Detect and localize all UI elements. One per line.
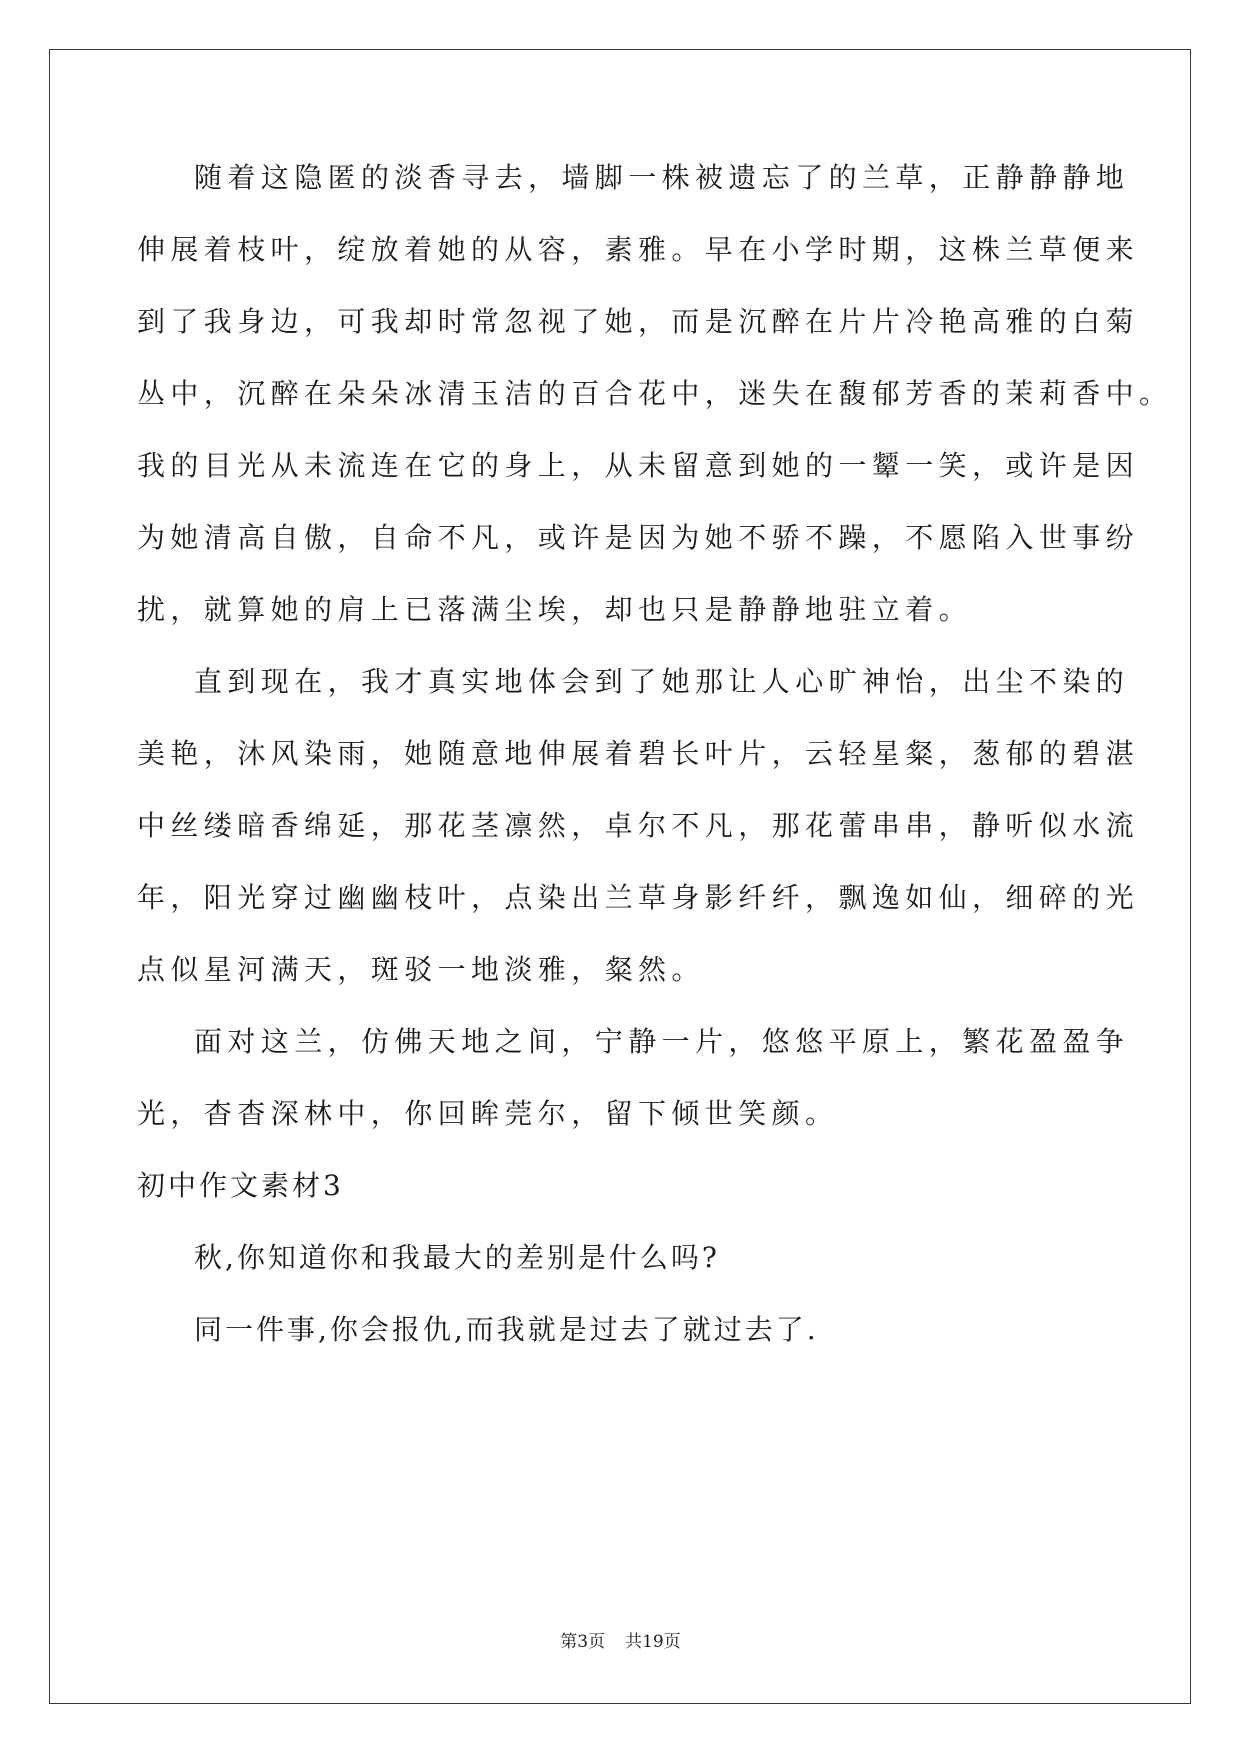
- text-line: 同一件事,你会报仇,而我就是过去了就过去了.: [194, 1313, 819, 1346]
- text-line: 年，阳光穿过幽幽枝叶，点染出兰草身影纤纤，飘逸如仙，细碎的光: [137, 881, 1140, 914]
- text-line: 美艳，沐风染雨，她随意地伸展着碧长叶片，云轻星粲，葱郁的碧湛: [137, 737, 1140, 770]
- text-line: 面对这兰，仿佛天地之间，宁静一片，悠悠平原上，繁花盈盈争: [194, 1025, 1130, 1058]
- text-line: 点似星河满天，斑驳一地淡雅，粲然。: [137, 953, 705, 986]
- page-footer: [0, 1630, 1241, 1654]
- text-line: 光，杳杳深林中，你回眸莞尔，留下倾世笑颜。: [137, 1097, 839, 1130]
- text-line: 随着这隐匿的淡香寻去，墙脚一株被遗忘了的兰草，正静静静地: [194, 161, 1130, 194]
- text-line: 秋,你知道你和我最大的差别是什么吗?: [194, 1241, 720, 1274]
- section-heading: 初中作文素材3: [137, 1169, 344, 1202]
- text-line: 直到现在，我才真实地体会到了她那让人心旷神怡，出尘不染的: [194, 665, 1130, 698]
- text-line: 扰，就算她的肩上已落满尘埃，却也只是静静地驻立着。: [137, 593, 973, 626]
- text-line: 到了我身边，可我却时常忽视了她，而是沉醉在片片冷艳高雅的白菊: [137, 305, 1140, 338]
- text-line: 伸展着枝叶，绽放着她的从容，素雅。早在小学时期，这株兰草便来: [137, 233, 1140, 266]
- text-line: 我的目光从未流连在它的身上，从未留意到她的一颦一笑，或许是因: [137, 449, 1140, 482]
- text-line: 中丝缕暗香绵延，那花茎凛然，卓尔不凡，那花蕾串串，静听似水流: [137, 809, 1140, 842]
- page-border: [49, 49, 1191, 1704]
- text-line: 为她清高自傲，自命不凡，或许是因为她不骄不躁，不愿陷入世事纷: [137, 521, 1140, 554]
- page-number: 第3页: [560, 1632, 606, 1652]
- page-total: 共19页: [625, 1632, 681, 1652]
- text-line: 丛中，沉醉在朵朵冰清玉洁的百合花中，迷失在馥郁芳香的茉莉香中。: [137, 377, 1173, 410]
